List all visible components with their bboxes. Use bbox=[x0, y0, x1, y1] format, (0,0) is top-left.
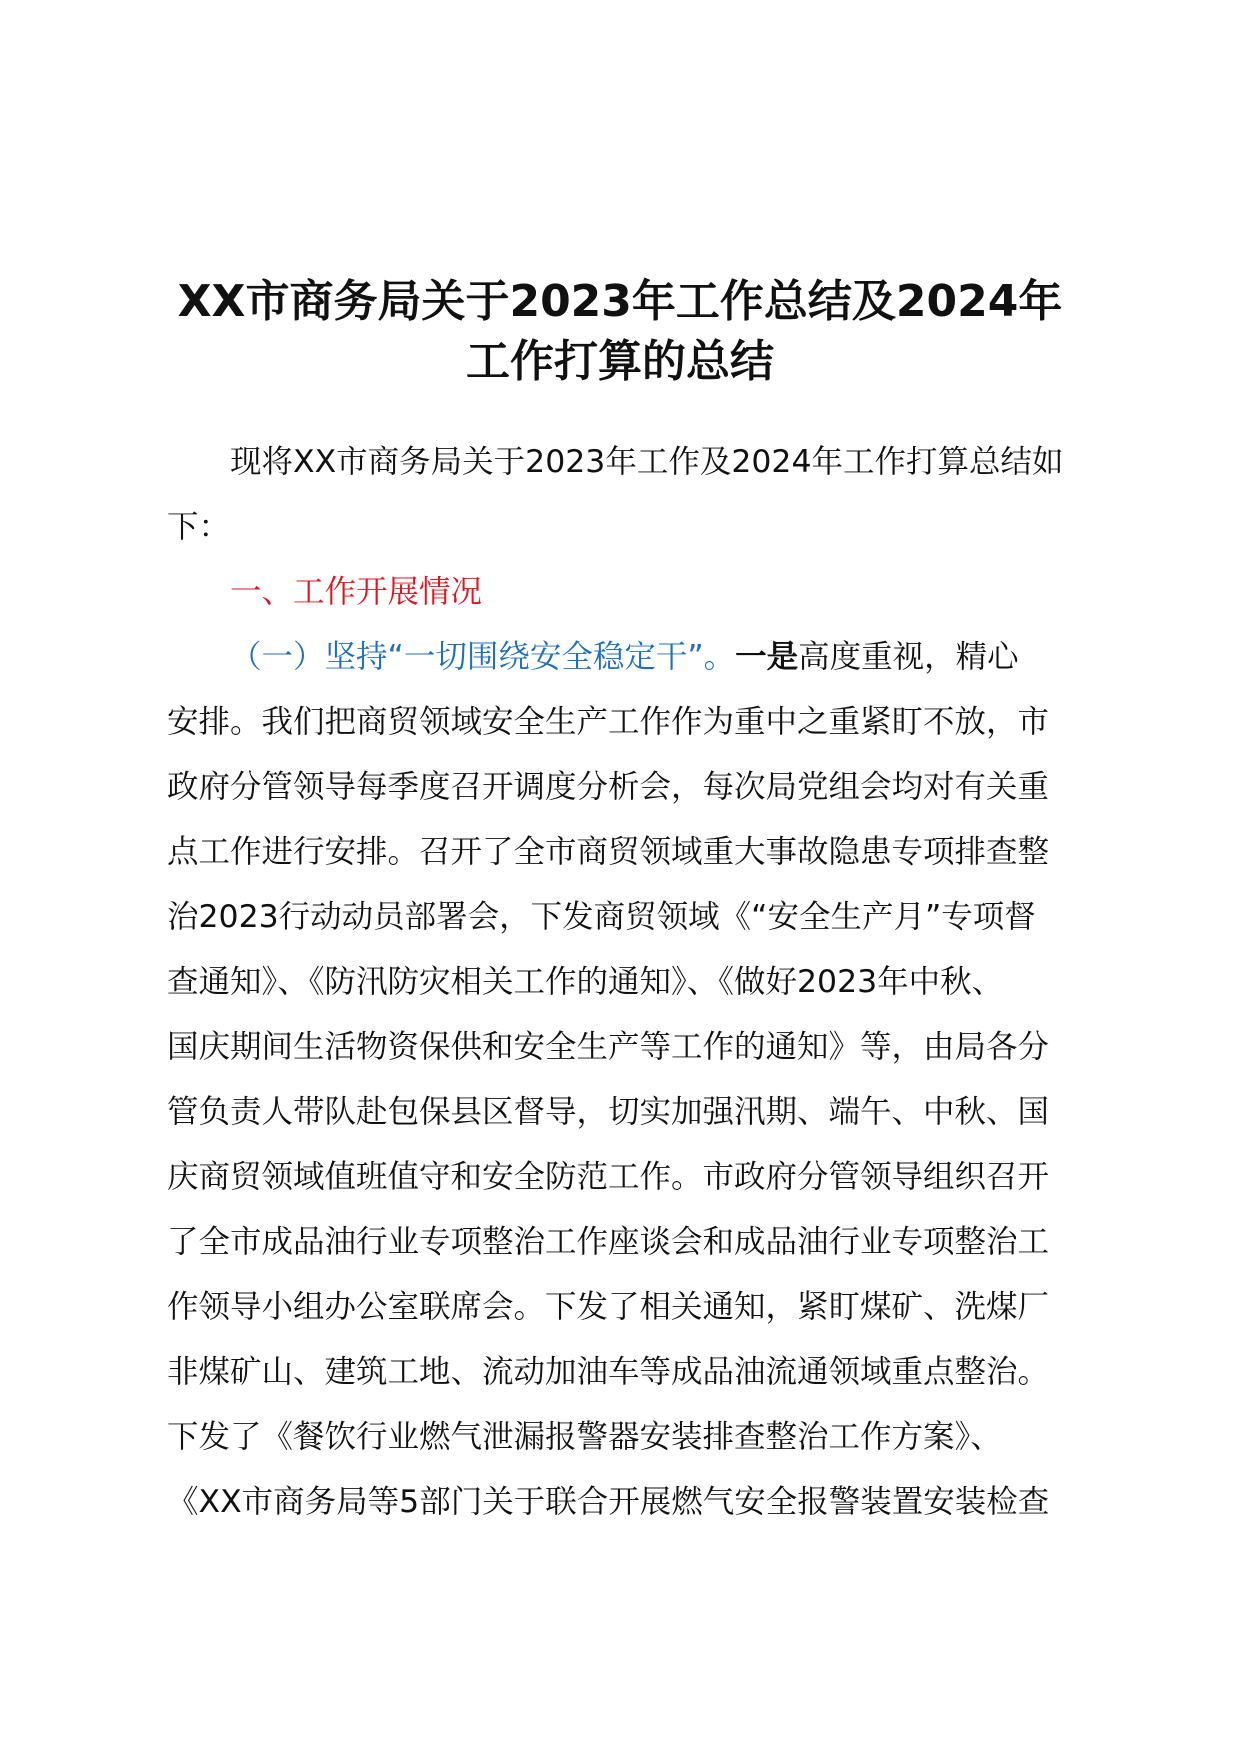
first-line-rest: 高度重视，精心 bbox=[798, 639, 1019, 675]
body-line-10: 作领导小组办公室联席会。下发了相关通知，紧盯煤矿、洗煤厂 bbox=[167, 1289, 1050, 1325]
section-heading: 一、工作开展情况 bbox=[230, 574, 483, 610]
intro-line-1: 现将XX市商务局关于2023年工作及2024年工作打算总结如 bbox=[230, 444, 1064, 480]
body-line-8: 庆商贸领域值班值守和安全防范工作。市政府分管领导组织召开 bbox=[167, 1159, 1050, 1195]
body-line-7: 管负责人带队赴包保县区督导，切实加强汛期、端午、中秋、国 bbox=[167, 1094, 1050, 1130]
document-title bbox=[150, 272, 1090, 392]
body-line-6: 国庆期间生活物资保供和安全生产等工作的通知》等，由局各分 bbox=[167, 1029, 1050, 1065]
body-line-3: 点工作进行安排。召开了全市商贸领域重大事故隐患专项排查整 bbox=[167, 834, 1050, 870]
body-line-12: 下发了《餐饮行业燃气泄漏报警器安装排查整治工作方案》、 bbox=[167, 1419, 1002, 1455]
emphasis-lead: 一是 bbox=[735, 639, 799, 675]
subheading-line bbox=[167, 625, 1127, 690]
body-line-1: 安排。我们把商贸领域安全生产工作作为重中之重紧盯不放，市 bbox=[167, 704, 1050, 740]
body-line-4: 治2023行动动员部署会，下发商贸领域《“安全生产月”专项督 bbox=[167, 899, 1036, 935]
intro-line-2: 下： bbox=[167, 509, 231, 545]
body-line-9: 了全市成品油行业专项整治工作座谈会和成品油行业专项整治工 bbox=[167, 1224, 1050, 1260]
subheading: （一）坚持“一切围绕安全稳定干”。 bbox=[230, 639, 736, 675]
title-line-2: 工作打算的总结 bbox=[466, 336, 774, 387]
body-line-13: 《XX市商务局等5部门关于联合开展燃气安全报警装置安装检查 bbox=[167, 1484, 1050, 1520]
document-body bbox=[167, 430, 1127, 1535]
body-line-5: 查通知》、《防汛防灾相关工作的通知》、《做好2023年中秋、 bbox=[167, 964, 1004, 1000]
title-line-1: XX市商务局关于2023年工作总结及2024年 bbox=[177, 276, 1063, 327]
body-line-11: 非煤矿山、建筑工地、流动加油车等成品油流通领域重点整治。 bbox=[167, 1354, 1050, 1390]
body-line-2: 政府分管领导每季度召开调度分析会，每次局党组会均对有关重 bbox=[167, 769, 1050, 805]
